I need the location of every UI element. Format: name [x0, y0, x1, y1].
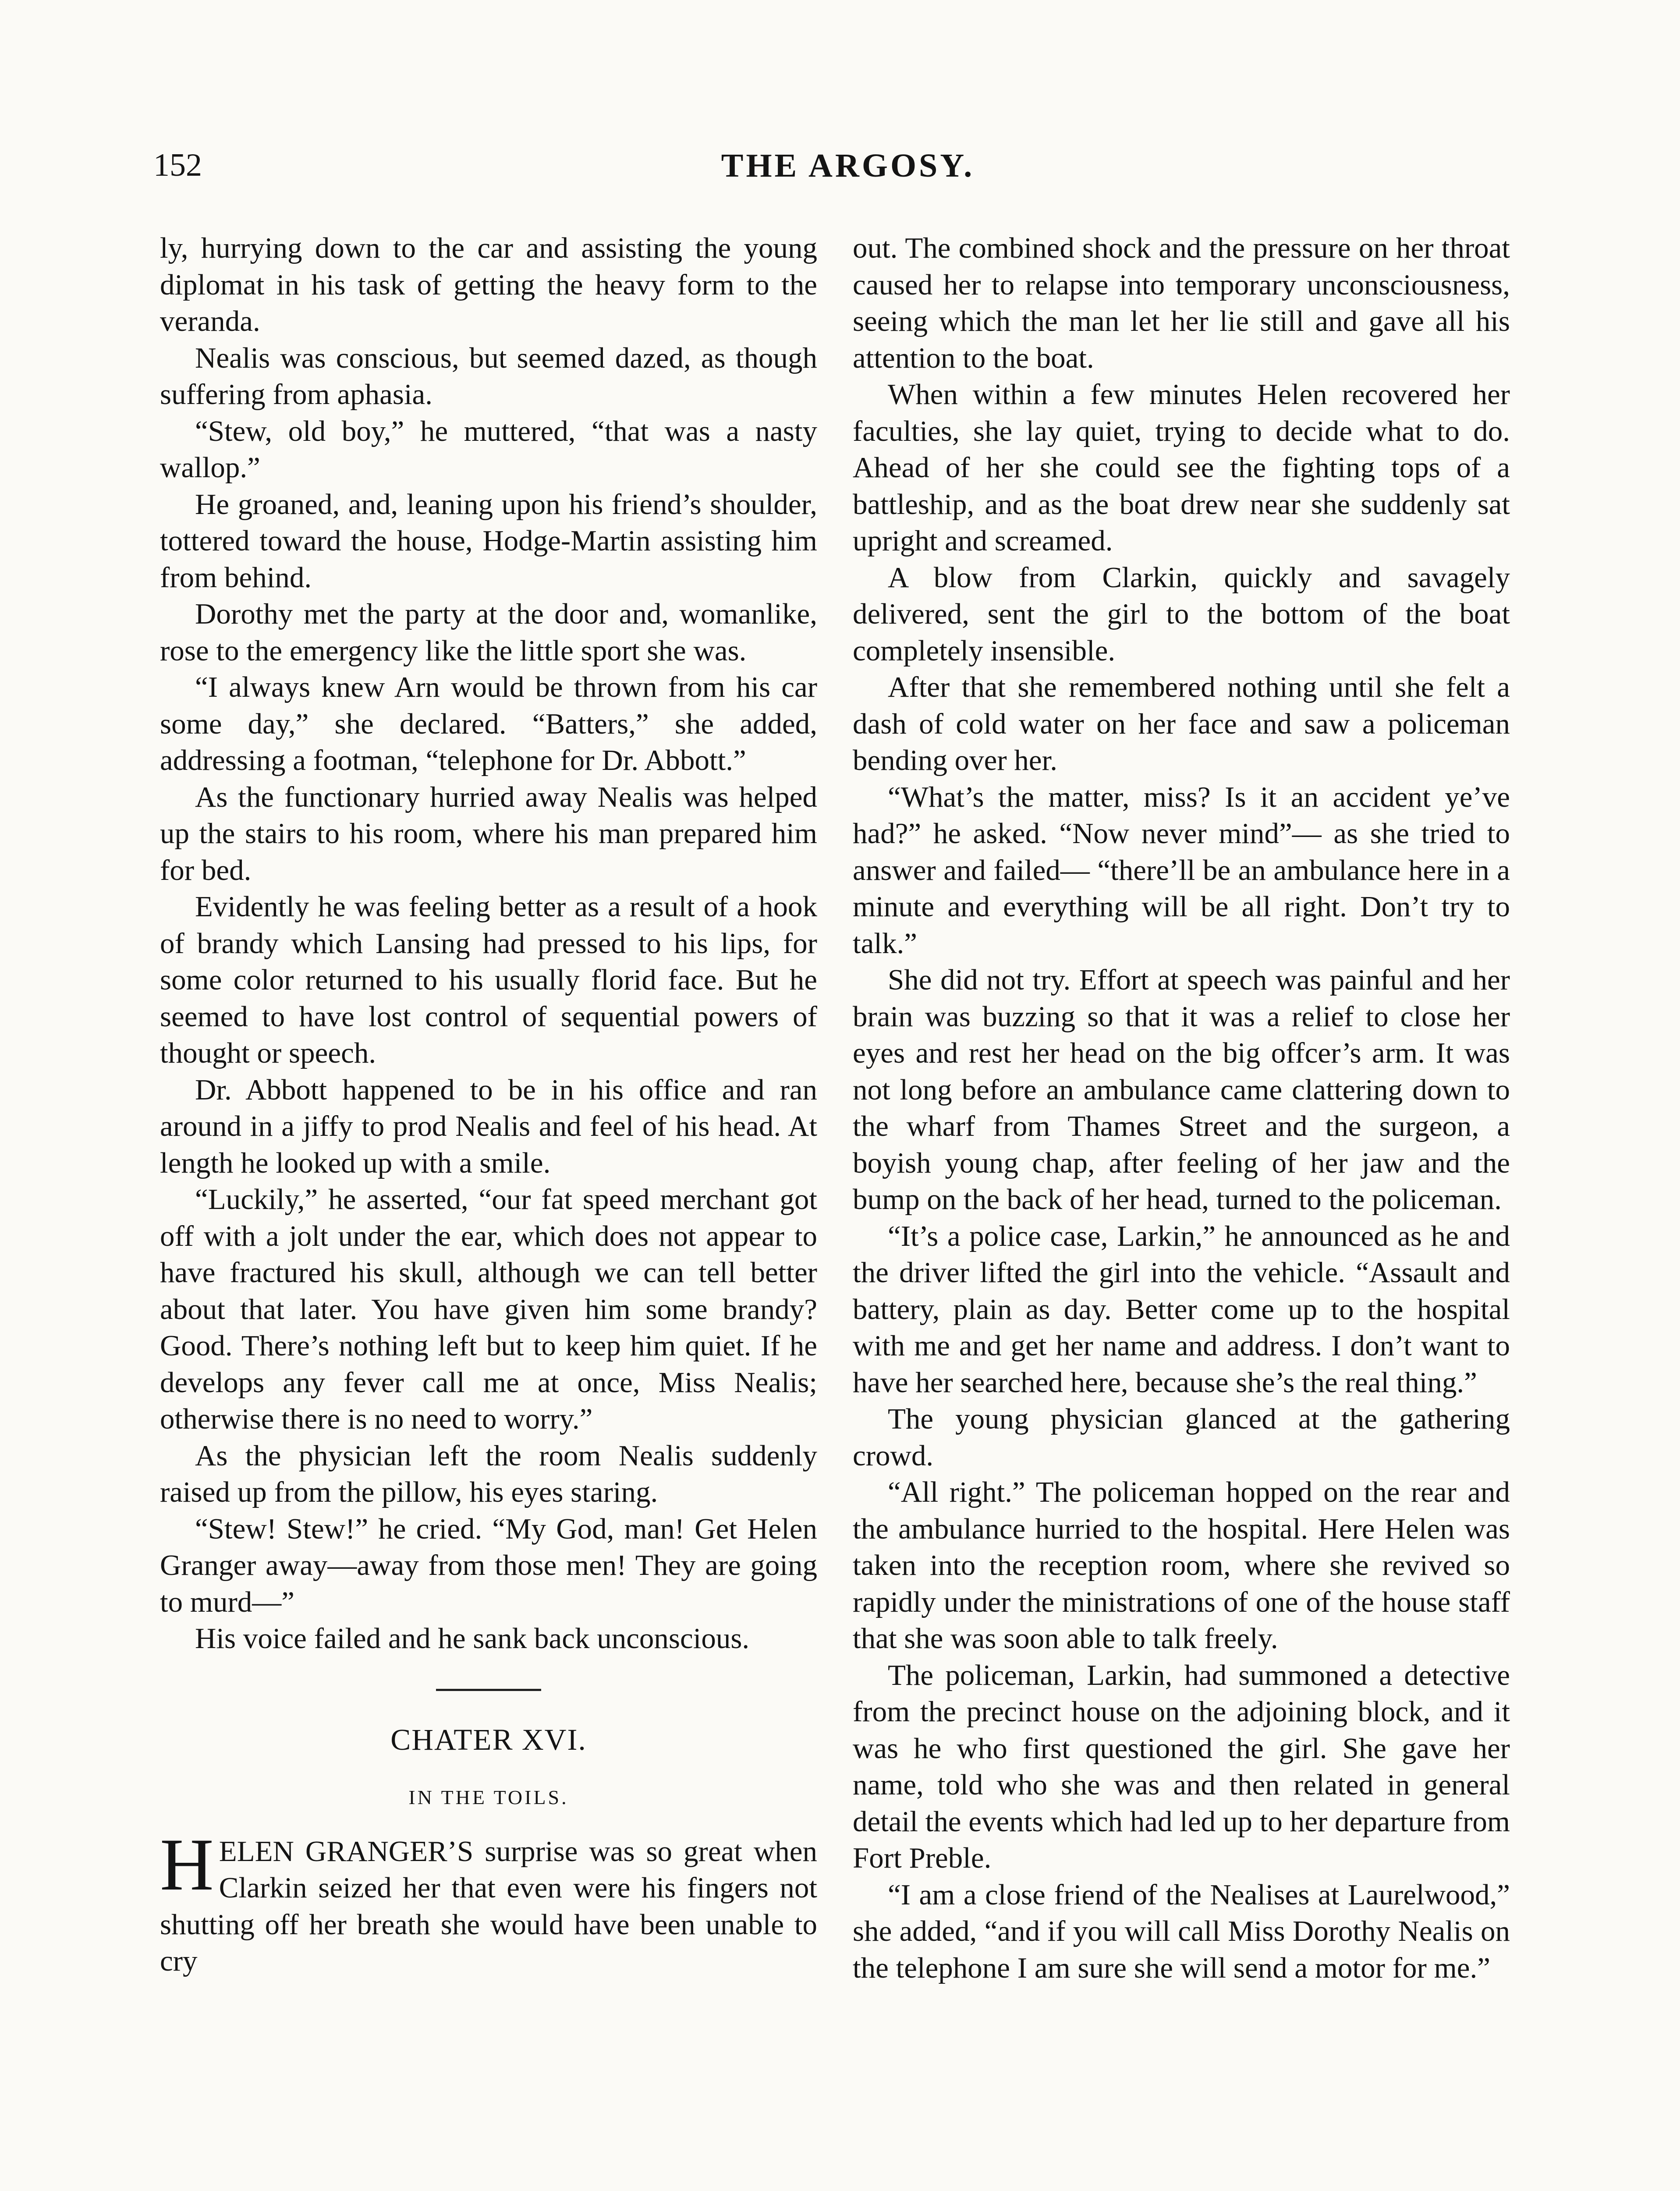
- paragraph: ly, hurrying down to the car and assisting the young diplomat in his task of getting the heavy form to the veranda.: [160, 232, 817, 337]
- chapter-opening-paragraph: [160, 1823, 817, 1980]
- left-column: [160, 230, 817, 1980]
- chapter-title: CHATER XVI.: [390, 1723, 587, 1756]
- paragraph: She did not try. Effort at speech was painful and her brain was buzzing so that it was a relief to close her eyes and rest her head on the big offcer’s arm. It was not long before an ambulance came clattering down to the wharf from Thames Street and the surgeon, a boyish young chap, after feeling of her jaw and the bump on the back of her head, turned to the policeman.: [853, 964, 1510, 1216]
- paragraph: A blow from Clarkin, quickly and savagely delivered, sent the girl to the bottom of the boat completely insensible.: [853, 561, 1510, 667]
- section-divider: [436, 1689, 541, 1691]
- paragraph: “All right.” The policeman hopped on the rear and the ambulance hurried to the hospital. Here Helen was taken into the reception room, where she revived so rapidly under the ministrations of one of the house staff that she was soon able to talk freely.: [853, 1476, 1510, 1655]
- paragraph: “Stew, old boy,” he muttered, “that was a nasty wallop.”: [160, 415, 817, 484]
- running-title: THE ARGOSY.: [721, 147, 975, 184]
- paragraph: After that she remembered nothing until she felt a dash of cold water on her face and saw a policeman bending over her.: [853, 671, 1510, 776]
- paragraph: He groaned, and, leaning upon his friend’s shoulder, tottered toward the house, Hodge-Martin assisting him from behind.: [160, 488, 817, 594]
- paragraph: Dorothy met the party at the door and, womanlike, rose to the emergency like the little sport she was.: [160, 598, 817, 667]
- paragraph: The policeman, Larkin, had summoned a detective from the precinct house on the adjoining block, and it was he who first questioned the girl. She gave her name, told who she was and then related in general detail the events which had led up to her departure from Fort Preble.: [853, 1659, 1510, 1874]
- paragraph: “Stew! Stew!” he cried. “My God, man! Get Helen Granger away—away from those men! They are going to murd—”: [160, 1512, 817, 1618]
- chapter-subtitle: IN THE TOILS.: [408, 1786, 569, 1808]
- paragraph: Dr. Abbott happened to be in his office and ran around in a jiffy to prod Nealis and feel of his head. At length he looked up with a smile.: [160, 1073, 817, 1179]
- paragraph: “It’s a police case, Larkin,” he announced as he and the driver lifted the girl into the vehicle. “Assault and battery, plain as day. Better come up to the hospital with me and get her name and address. I don’t want to have her searched here, because she’s the real thing.”: [853, 1220, 1510, 1399]
- drop-cap: H: [160, 1823, 214, 1906]
- paragraph: His voice failed and he sank back unconscious.: [195, 1622, 750, 1655]
- page-header: [153, 147, 1542, 199]
- paragraph: When within a few minutes Helen recovered her faculties, she lay quiet, trying to decide what to do. Ahead of her she could see the fighting tops of a battleship, and as the boat drew near she suddenly sat upright and screamed.: [853, 378, 1510, 557]
- paragraph: As the functionary hurried away Nealis was helped up the stairs to his room, where his man prepared him for bed.: [160, 780, 817, 886]
- paragraph: “I always knew Arn would be thrown from his car some day,” she declared. “Batters,” she added, addressing a footman, “telephone for Dr. Abbott.”: [160, 671, 817, 776]
- paragraph: “What’s the matter, miss? Is it an accident ye’ve had?” he asked. “Now never mind”— as she tried to answer and failed— “there’ll be an ambulance here in a minute and everything will be all right. Don’t try to talk.”: [853, 780, 1510, 960]
- paragraph-text: ELEN GRANGER’S surprise was so great when Clarkin seized her that even were his fingers not shutting off her breath she would have been unable to cry: [160, 1835, 817, 1977]
- right-column: [853, 230, 1510, 1986]
- paragraph: out. The combined shock and the pressure on her throat caused her to relapse into temporary unconsciousness, seeing which the man let her lie still and gave all his attention to the boat.: [853, 232, 1510, 374]
- paragraph: Evidently he was feeling better as a result of a hook of brandy which Lansing had pressed to his lips, for some color returned to his usually florid face. But he seemed to have lost control of sequential powers of thought or speech.: [160, 890, 817, 1069]
- paragraph: “Luckily,” he asserted, “our fat speed merchant got off with a jolt under the ear, which does not appear to have fractured his skull, although we can tell better about that later. You have given him some brandy? Good. There’s nothing left but to keep him quiet. If he develops any fever call me at once, Miss Nealis; otherwise there is no need to worry.”: [160, 1183, 817, 1435]
- paragraph: The young physician glanced at the gathering crowd.: [853, 1403, 1510, 1472]
- paragraph: Nealis was conscious, but seemed dazed, as though suffering from aphasia.: [160, 341, 817, 411]
- paragraph: “I am a close friend of the Nealises at Laurelwood,” she added, “and if you will call Miss Dorothy Nealis on the telephone I am sure she will send a motor for me.”: [853, 1878, 1510, 1984]
- page-number: 152: [153, 147, 202, 183]
- paragraph: As the physician left the room Nealis suddenly raised up from the pillow, his eyes staring.: [160, 1439, 817, 1508]
